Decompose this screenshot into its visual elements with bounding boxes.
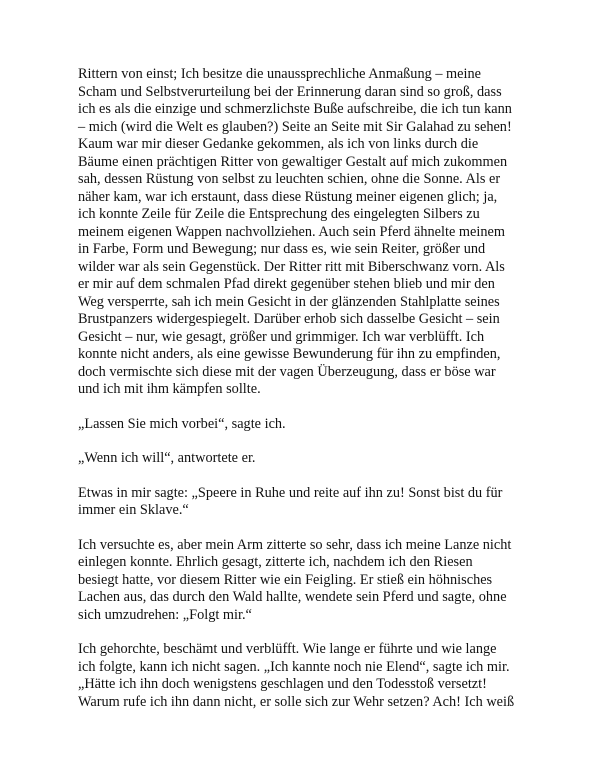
text-line: Rittern von einst; Ich besitze die unaussprechliche Anmaßung – meine xyxy=(78,66,481,82)
text-line: näher kam, war ich erstaunt, dass diese Rüstung meiner eigenen glich; ja, xyxy=(78,188,498,205)
text-line: ich es als die einzige und schmerzlichste Buße aufschreibe, die ich tun kann xyxy=(78,101,512,117)
text-line: Ich versuchte es, aber mein Arm zitterte so sehr, dass ich meine Lanze nicht xyxy=(78,536,512,553)
text-line: Kaum war mir dieser Gedanke gekommen, als ich von links durch die xyxy=(78,136,479,152)
text-line: Bäume einen prächtigen Ritter von gewaltiger Gestalt auf mich zukommen xyxy=(78,153,508,170)
text-line: immer ein Sklave.“ xyxy=(78,502,189,518)
text-line: Gesicht – nur, wie gesagt, größer und grimmiger. Ich war verblüfft. Ich xyxy=(78,328,485,345)
text-line: und ich mit ihm kämpfen sollte. xyxy=(78,381,261,397)
text-line: Etwas in mir sagte: „Speere in Ruhe und reite auf ihn zu! Sonst bist du für xyxy=(78,484,503,501)
text-line: in Farbe, Form und Bewegung; nur dass es, wie sein Reiter, größer und xyxy=(78,241,486,257)
text-line: „Wenn ich will“, antwortete er. xyxy=(78,450,256,466)
body-text xyxy=(78,66,548,728)
text-line: wilder war als sein Gegenstück. Der Ritter ritt mit Biberschwanz vorn. Als xyxy=(78,258,505,275)
text-line: Warum rufe ich ihn dann nicht, er solle sich zur Wehr setzen? Ach! Ich weiß xyxy=(78,693,515,710)
paragraph-5 xyxy=(78,537,548,625)
text-line: er mir auf dem schmalen Pfad direkt gegenüber stehen blieb und mir den xyxy=(78,276,495,292)
text-line: Ich gehorchte, beschämt und verblüfft. Wie lange er führte und wie lange xyxy=(78,641,497,657)
paragraph-1 xyxy=(78,66,548,399)
paragraph-4 xyxy=(78,485,548,520)
text-line: konnte nicht anders, als eine gewisse Bewunderung für ihn zu empfinden, xyxy=(78,346,501,362)
text-line: – mich (wird die Welt es glauben?) Seite an Seite mit Sir Galahad zu sehen! xyxy=(78,118,512,135)
text-line: ich folgte, kann ich nicht sagen. „Ich kannte noch nie Elend“, sagte ich mir. xyxy=(78,658,510,675)
paragraph-6 xyxy=(78,641,548,711)
text-line: besiegt hatte, vor diesem Ritter wie ein Feigling. Er stieß ein höhnisches xyxy=(78,571,493,588)
paragraph-2 xyxy=(78,416,548,434)
paragraph-3 xyxy=(78,450,548,468)
text-line: Scham und Selbstverurteilung bei der Erinnerung daran sind so groß, dass xyxy=(78,83,502,100)
text-line: Lachen aus, das durch den Wald hallte, wendete sein Pferd und sagte, ohne xyxy=(78,589,507,605)
text-line: meinem eigenen Wappen nachvollziehen. Auch sein Pferd ähnelte meinem xyxy=(78,223,505,240)
text-line: ich konnte Zeile für Zeile die Entsprechung des eingelegten Silbers zu xyxy=(78,206,480,222)
text-line: „Hätte ich ihn doch wenigstens geschlagen und den Todesstoß versetzt! xyxy=(78,676,487,692)
text-line: Brustpanzers widergespiegelt. Darüber erhob sich dasselbe Gesicht – sein xyxy=(78,311,500,327)
text-line: Weg versperrte, sah ich mein Gesicht in der glänzenden Stahlplatte seines xyxy=(78,293,500,310)
text-line: sich umzudrehen: „Folgt mir.“ xyxy=(78,606,252,623)
text-line: doch vermischte sich diese mit der vagen Überzeugung, dass er böse war xyxy=(78,363,496,380)
text-line: „Lassen Sie mich vorbei“, sagte ich. xyxy=(78,415,286,432)
text-line: einlegen konnte. Ehrlich gesagt, zitterte ich, nachdem ich den Riesen xyxy=(78,554,473,570)
text-line: sah, dessen Rüstung von selbst zu leuchten schien, ohne die Sonne. Als er xyxy=(78,171,501,187)
